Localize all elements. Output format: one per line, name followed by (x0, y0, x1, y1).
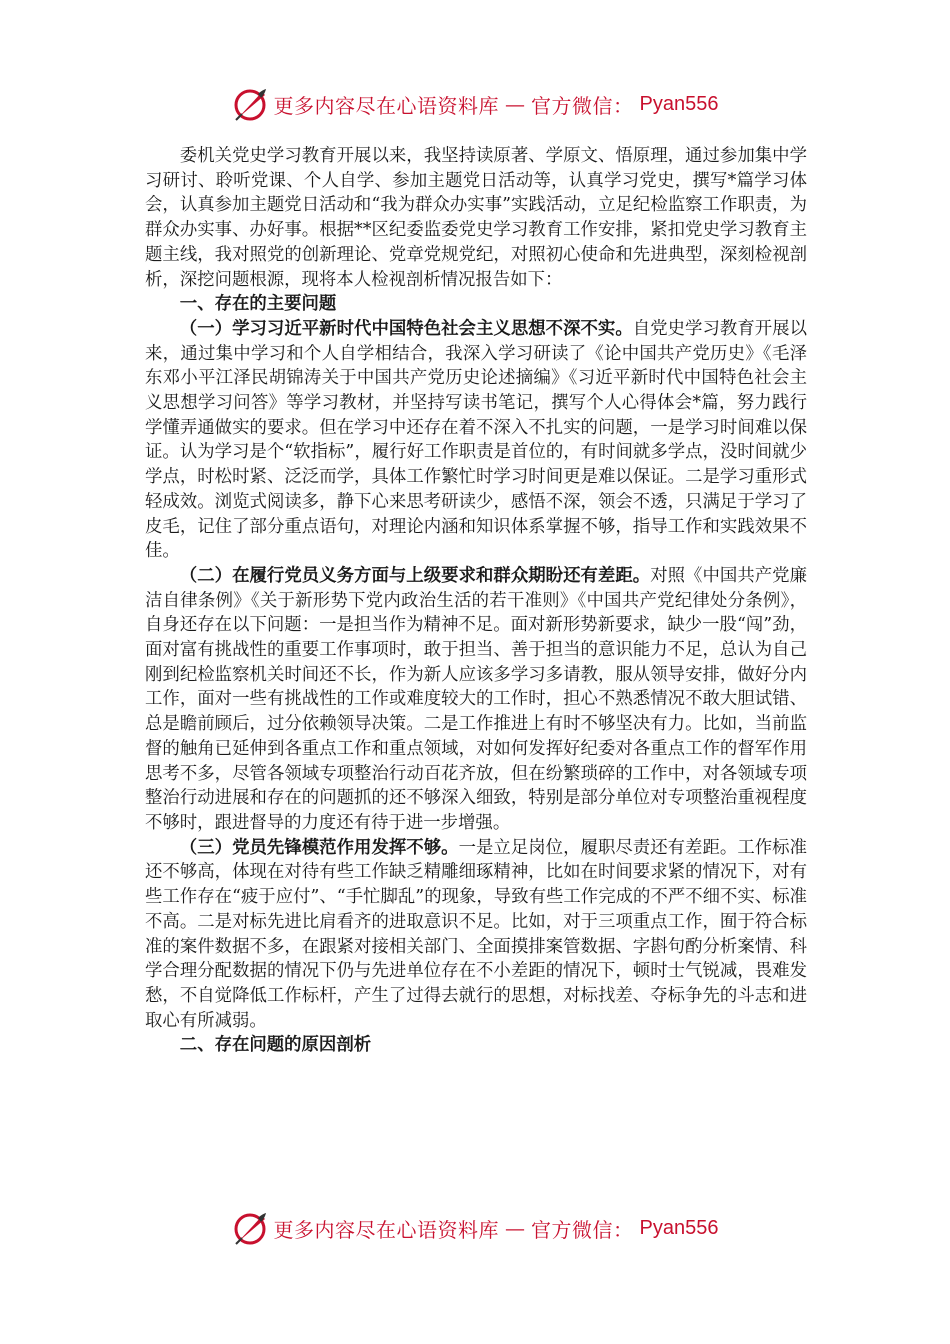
item-paragraph-2 (145, 564, 807, 836)
watermark-site-text: 更多内容尽在心语资料库 (273, 1217, 500, 1242)
item-paragraph-3 (145, 836, 807, 1034)
item-paragraph-1 (145, 317, 807, 564)
watermark-wechat-label: 官方微信： (531, 93, 634, 118)
item-title-1: （一）学习习近平新时代中国特色社会主义思想不深不实。 (179, 318, 633, 339)
watermark-banner-bottom (0, 1208, 950, 1248)
section-heading-causes: 二、存在问题的原因剖析 (179, 1035, 372, 1056)
item-title-2: （二）在履行党员义务方面与上级要求和群众期盼还有差距。 (179, 565, 651, 586)
document-body (145, 144, 807, 1058)
watermark-wechat-id: Pyan556 (639, 92, 719, 115)
intro-paragraph: 委机关党史学习教育开展以来，我坚持读原著、学原文、悟原理，通过参加集中学习研讨、聆听党课、个人自学、参加主题党日活动等，认真学习党史，撰写*篇学习体会，认真参加主题党日活动和“我为群众办实事”实践活动，立足纪检监察工作职责，为群众办实事、办好事。根据**区纪委监委党史学习教育工作安排，紧扣党史学习教育主题主线，我对照党的创新理论、党章党规党纪，对照初心使命和先进典型，深刻检视剖析，深挖问题根源，现将本人检视剖析情况报告如下： (145, 146, 807, 290)
watermark-site-text: 更多内容尽在心语资料库 (273, 93, 500, 118)
watermark-wechat-id: Pyan556 (639, 1216, 719, 1239)
item-body-3: 一是立足岗位，履职尽责还有差距。工作标准还不够高，体现在对待有些工作缺乏精雕细琢精神，比如在时间要求紧的情况下，对有些工作存在“疲于应付”、“手忙脚乱”的现象，导致有些工作完成的不严不细不实、标准不高。二是对标先进比肩看齐的进取意识不足。比如，对于三项重点工作，囿于符合标准的案件数据不多，在跟紧对接相关部门、全面摸排案管数据、字斟句酌分析案情、科学合理分配数据的情况下仍与先进单位存在不小差距的情况下，顿时士气锐减，畏难发愁，不自觉降低工作标杆，产生了过得去就行的思想，对标找差、夺标争先的斗志和进取心有所减弱。 (145, 837, 807, 1031)
quill-logo-icon (232, 1210, 268, 1246)
watermark-wechat-label: 官方微信： (531, 1217, 634, 1242)
item-title-3: （三）党员先锋模范作用发挥不够。 (179, 837, 459, 858)
watermark-banner-top (0, 84, 950, 124)
item-body-2: 对照《中国共产党廉洁自律条例》《关于新形势下党内政治生活的若干准则》《中国共产党纪律处分条例》，自身还存在以下问题：一是担当作为精神不足。面对新形势新要求，缺少一股“闯”劲，面对富有挑战性的重要工作事项时，敢于担当、善于担当的意识能力不足，总认为自己刚到纪检监察机关时间还不长，作为新人应该多学习多请教，服从领导安排，做好分内工作，面对一些有挑战性的工作或难度较大的工作时，担心不熟悉情况不敢大胆试错、总是瞻前顾后，过分依赖领导决策。二是工作推进上有时不够坚决有力。比如，当前监督的触角已延伸到各重点工作和重点领域，对如何发挥好纪委对各重点工作的督军作用思考不多，尽管各领域专项整治行动百花齐放，但在纷繁琐碎的工作中，对各领域专项整治行动进展和存在的问题抓的还不够深入细致，特别是部分单位对专项整治重视程度不够时，跟进督导的力度还有待于进一步增强。 (145, 565, 807, 833)
watermark-separator: — (505, 1216, 526, 1240)
section-heading-problems: 一、存在的主要问题 (179, 294, 337, 315)
item-body-1: 自党史学习教育开展以来，通过集中学习和个人自学相结合，我深入学习研读了《论中国共产党历史》《毛泽东邓小平江泽民胡锦涛关于中国共产党历史论述摘编》《习近平新时代中国特色社会主义思想学习问答》等学习教材，并坚持写读书笔记，撰写个人心得体会*篇，努力践行学懂弄通做实的要求。但在学习中还存在着不深入不扎实的问题，一是学习时间难以保证。认为学习是个“软指标”，履行好工作职责是首位的，有时间就多学点，没时间就少学点，时松时紧、泛泛而学，具体工作繁忙时学习时间更是难以保证。二是学习重形式轻成效。浏览式阅读多，静下心来思考研读少，感悟不深，领会不透，只满足于学习了皮毛，记住了部分重点语句，对理论内涵和知识体系掌握不够，指导工作和实践效果不佳。 (145, 318, 807, 562)
watermark-separator: — (505, 92, 526, 116)
quill-logo-icon (232, 86, 268, 122)
